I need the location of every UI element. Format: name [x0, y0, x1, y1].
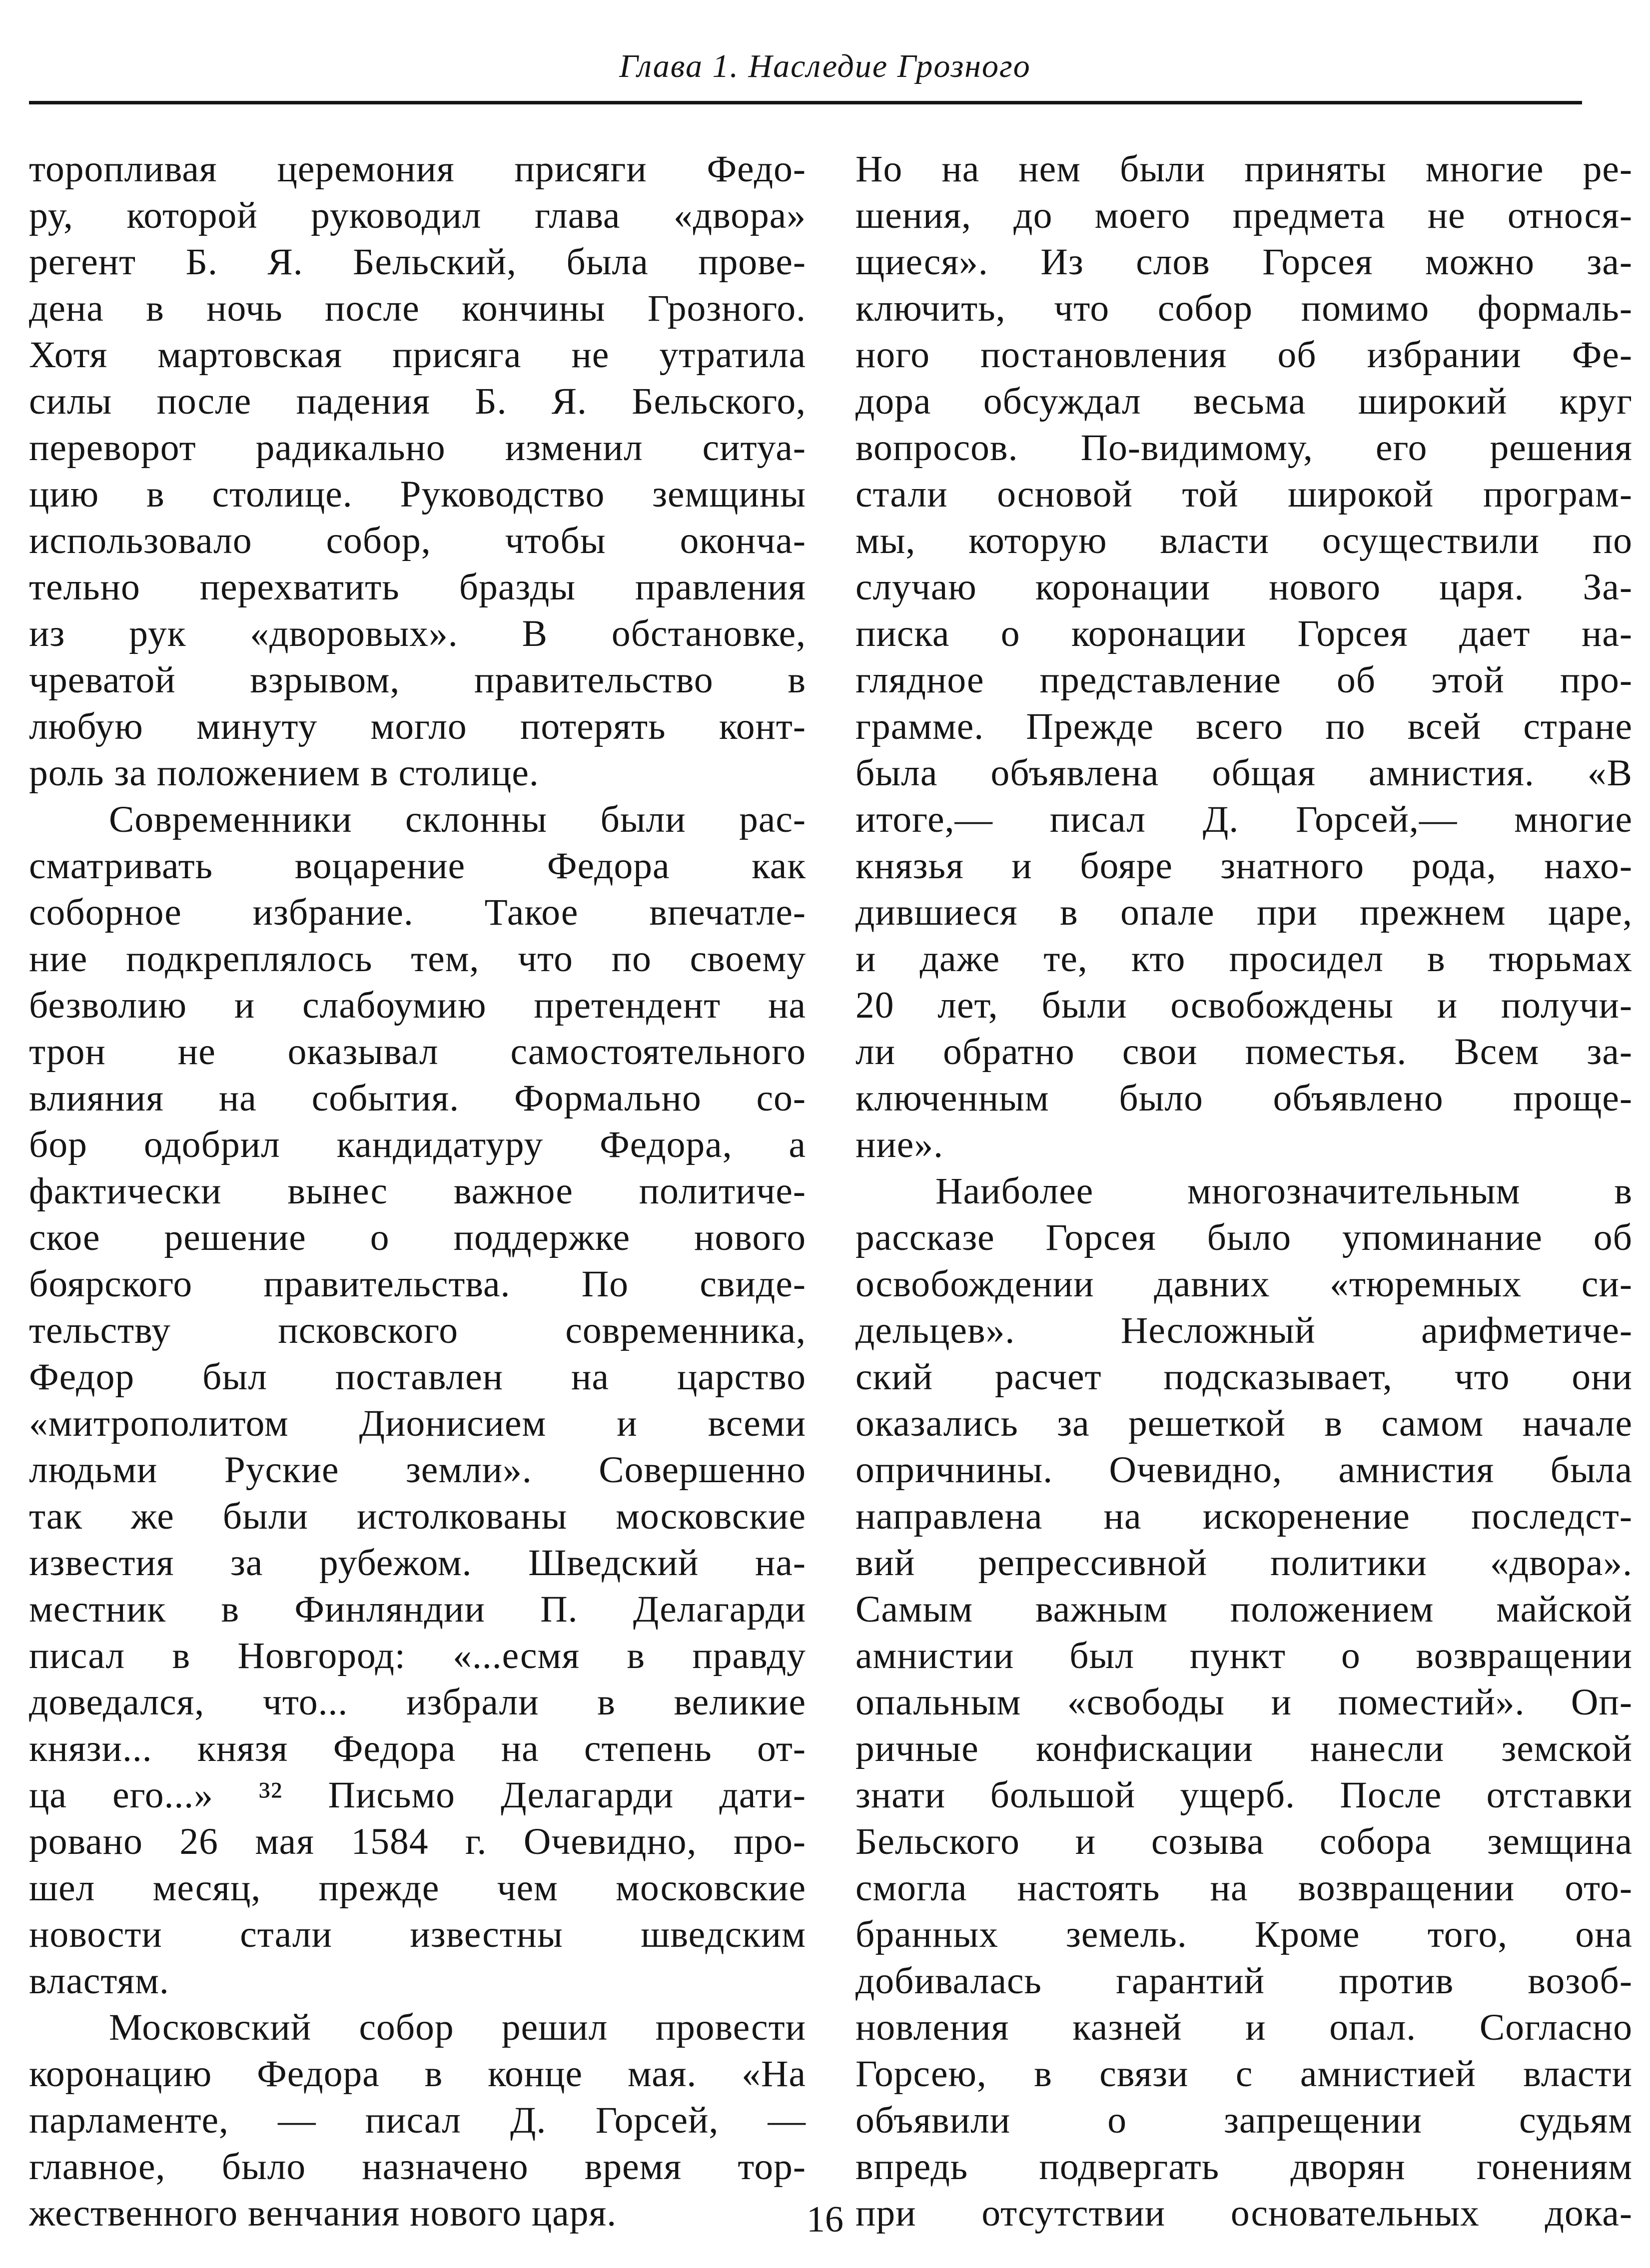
text-line: направлена на искоренение последст-	[855, 1496, 1633, 1537]
right-column	[855, 146, 1633, 2237]
text-line: торопливая церемония присяги Федо-	[29, 148, 806, 190]
text-line: ру, которой руководил глава «двора»	[29, 195, 806, 236]
text-line: фактически вынес важное политиче-	[29, 1170, 806, 1212]
text-line: так же были истолкованы московские	[29, 1496, 806, 1537]
text-line: смогла настоять на возвращении ото-	[855, 1867, 1633, 1909]
text-line: силы после падения Б. Я. Бельского,	[29, 381, 806, 422]
text-line: князья и бояре знатного рода, нахо-	[855, 845, 1633, 887]
text-line: князи... князя Федора на степень от-	[29, 1728, 806, 1769]
text-line: сматривать воцарение Федора как	[29, 845, 806, 887]
paragraph	[29, 796, 806, 2004]
text-line: писка о коронации Горсея дает на-	[855, 613, 1633, 654]
text-line: писал в Новгород: «...есмя в правду	[29, 1635, 806, 1677]
text-line: местник в Финляндии П. Делагарди	[29, 1589, 806, 1630]
text-line: щиеся». Из слов Горсея можно за-	[855, 241, 1633, 283]
text-line: Бельского и созыва собора земщина	[855, 1821, 1633, 1862]
text-line: Современники склонны были рас-	[109, 799, 806, 840]
header-rule	[29, 101, 1582, 104]
text-line: знати большой ущерб. После отставки	[855, 1774, 1633, 1816]
text-line: новости стали известны шведским	[29, 1914, 806, 1955]
text-line: 20 лет, были освобождены и получи-	[855, 985, 1633, 1026]
text-line: новления казней и опал. Согласно	[855, 2007, 1633, 2048]
text-line: безволию и слабоумию претендент на	[29, 985, 806, 1026]
text-line: дора обсуждал весьма широкий круг	[855, 381, 1633, 422]
text-line: амнистии был пункт о возвращении	[855, 1635, 1633, 1677]
text-line: была объявлена общая амнистия. «В	[855, 752, 1633, 794]
text-line: из рук «дворовых». В обстановке,	[29, 613, 806, 654]
text-line: стали основой той широкой програм-	[855, 474, 1633, 515]
text-line: жественного венчания нового царя.	[29, 2193, 617, 2234]
text-line: при отсутствии основательных дока-	[855, 2193, 1633, 2234]
running-head: Глава 1. Наследие Грозного	[619, 48, 1031, 84]
text-line: Но на нем были приняты многие ре-	[855, 148, 1633, 190]
text-line: властям.	[29, 1960, 169, 2002]
text-line: дена в ночь после кончины Грозного.	[29, 288, 806, 329]
text-line: использовало собор, чтобы оконча-	[29, 520, 806, 562]
text-line: переворот радикально изменил ситуа-	[29, 427, 806, 469]
paragraph	[29, 146, 806, 796]
text-line: оказались за решеткой в самом начале	[855, 1403, 1633, 1444]
text-line: ское решение о поддержке нового	[29, 1217, 806, 1258]
text-line: итоге,— писал Д. Горсей,— многие	[855, 799, 1633, 840]
text-line: Горсею, в связи с амнистией власти	[855, 2053, 1633, 2095]
page-number: 16	[807, 2199, 843, 2240]
text-line: Федор был поставлен на царство	[29, 1356, 806, 1398]
text-line: и даже те, кто просидел в тюрьмах	[855, 938, 1633, 980]
text-line: добивалась гарантий против возоб-	[855, 1960, 1633, 2002]
text-line: тельно перехватить бразды правления	[29, 567, 806, 608]
text-line: ричные конфискации нанесли земской	[855, 1728, 1633, 1769]
text-line: шел месяц, прежде чем московские	[29, 1867, 806, 1909]
text-line: опальным «свободы и поместий». Оп-	[855, 1682, 1633, 1723]
text-line: мы, которую власти осуществили по	[855, 520, 1633, 562]
text-line: Московский собор решил провести	[109, 2007, 806, 2048]
text-line: шения, до моего предмета не относя-	[855, 195, 1633, 236]
text-line: чреватой взрывом, правительство в	[29, 659, 806, 701]
text-line: ключить, что собор помимо формаль-	[855, 288, 1633, 329]
text-line: известия за рубежом. Шведский на-	[29, 1542, 806, 1584]
text-line: ли обратно свои поместья. Всем за-	[855, 1031, 1633, 1073]
text-line: вий репрессивной политики «двора».	[855, 1542, 1633, 1584]
text-line: случаю коронации нового царя. За-	[855, 567, 1633, 608]
text-line: опричнины. Очевидно, амнистия была	[855, 1449, 1633, 1491]
text-line: ский расчет подсказывает, что они	[855, 1356, 1633, 1398]
text-line: коронацию Федора в конце мая. «На	[29, 2053, 806, 2095]
text-line: бранных земель. Кроме того, она	[855, 1914, 1633, 1955]
text-line: боярского правительства. По свиде-	[29, 1263, 806, 1305]
text-line: ца его...» ³² Письмо Делагарди дати-	[29, 1774, 806, 1816]
text-line: грамме. Прежде всего по всей стране	[855, 706, 1633, 747]
text-line: объявили о запрещении судьям	[855, 2100, 1633, 2141]
text-line: «митрополитом Дионисием и всеми	[29, 1403, 806, 1444]
paragraph	[855, 146, 1633, 1168]
text-line: парламенте, — писал Д. Горсей, —	[29, 2100, 806, 2141]
text-line: регент Б. Я. Бельский, была прове-	[29, 241, 806, 283]
text-line: роль за положением в столице.	[29, 752, 539, 794]
text-line: впредь подвергать дворян гонениям	[855, 2146, 1633, 2188]
text-line: цию в столице. Руководство земщины	[29, 474, 806, 515]
text-line: глядное представление об этой про-	[855, 659, 1633, 701]
text-line: бор одобрил кандидатуру Федора, а	[29, 1124, 806, 1165]
text-line: рассказе Горсея было упоминание об	[855, 1217, 1633, 1258]
text-line: вопросов. По-видимому, его решения	[855, 427, 1633, 469]
text-line: ного постановления об избрании Фе-	[855, 334, 1633, 376]
paragraph	[855, 1168, 1633, 2237]
text-line: ние».	[855, 1124, 943, 1165]
text-line: ние подкреплялось тем, что по своему	[29, 938, 806, 980]
text-line: людьми Руские земли». Совершенно	[29, 1449, 806, 1491]
text-line: Хотя мартовская присяга не утратила	[29, 334, 806, 376]
text-line: доведался, что... избрали в великие	[29, 1682, 806, 1723]
text-line: любую минуту могло потерять конт-	[29, 706, 806, 747]
text-line: главное, было назначено время тор-	[29, 2146, 806, 2188]
text-line: влияния на события. Формально со-	[29, 1078, 806, 1119]
text-line: ровано 26 мая 1584 г. Очевидно, про-	[29, 1821, 806, 1862]
text-line: освобождении давних «тюремных си-	[855, 1263, 1633, 1305]
text-line: Самым важным положением майской	[855, 1589, 1633, 1630]
text-line: трон не оказывал самостоятельного	[29, 1031, 806, 1073]
text-line: соборное избрание. Такое впечатле-	[29, 892, 806, 933]
text-line: ключенным было объявлено проще-	[855, 1078, 1633, 1119]
left-column	[29, 146, 806, 2237]
text-line: Наиболее многозначительным в	[935, 1170, 1633, 1212]
text-line: дельцев». Несложный арифметиче-	[855, 1310, 1633, 1351]
text-line: дившиеся в опале при прежнем царе,	[855, 892, 1633, 933]
text-line: тельству псковского современника,	[29, 1310, 806, 1351]
